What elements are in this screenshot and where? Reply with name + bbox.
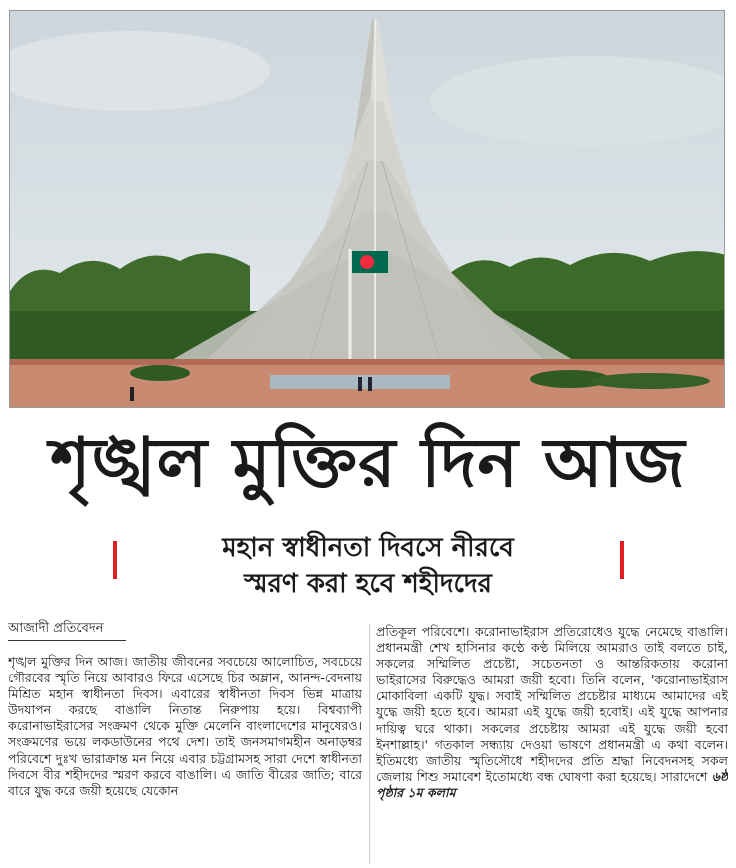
headline: শৃঙ্খল মুক্তির দিন আজ xyxy=(50,424,686,503)
front-page-photo xyxy=(9,10,725,408)
flag-disc xyxy=(360,255,374,269)
article-text-right: প্রতিকূল পরিবেশে। করোনাভাইরাস প্রতিরোধেও যুদ্ধে নেমেছে বাঙালি। প্রধানমন্ত্রী শেখ হাসিনার কণ্ঠে কণ্ঠ মিলিয়ে আমরাও তাই বলতে চাই, সকলের সম্মিলিত প্রচেষ্টা, সচেতনতা ও আন্তরিকতায় করোনা ভাইরাসের বিরুদ্ধেও আমরা জয়ী হবো। তিনি বলেন, 'করোনাভাইরাস মোকাবিলা একটি যুদ্ধ। সবাই সম্মিলিত প্রচেষ্টার মাধ্যমে আমাদের এই যুদ্ধে জয়ী হতে হবে। আমরা এই যুদ্ধে জয়ী হবোই। এই যুদ্ধে আপনার দায়িত্ব ঘরে থাকা। সকলের প্রচেষ্টায় আমরা এই যুদ্ধে জয়ী হবো ইনশাল্লাহ।' গতকাল সন্ধ্যায় দেওয়া ভাষণে প্রধানমন্ত্রী এ কথা বলেন। ইতিমধ্যে জাতীয় স্মৃতিসৌধে শহীদদের প্রতি শ্রদ্ধা নিবেদনসহ সকল জেলায় শিশু সমাবেশ ইতোমধ্যে বন্ধ ঘোষণা করা হয়েছে। সারাদেশে xyxy=(376,624,728,784)
plaza-edge xyxy=(10,359,725,365)
shrub xyxy=(590,373,710,389)
article-column-left xyxy=(8,654,362,866)
subheadline-line-2: স্মরণ করা হবে শহীদদের xyxy=(244,569,492,599)
person xyxy=(358,377,362,391)
article-column-right xyxy=(376,624,728,866)
accent-bar-left xyxy=(113,541,117,579)
column-divider xyxy=(369,624,370,864)
shrub xyxy=(130,365,190,381)
byline: আজাদী প্রতিবেদন xyxy=(8,618,126,641)
person xyxy=(130,387,134,401)
accent-bar-right xyxy=(620,541,624,579)
subheadline-line-1: মহান স্বাধীনতা দিবসে নীরবে xyxy=(222,533,514,563)
person xyxy=(368,377,372,391)
article-paragraph-right xyxy=(376,624,728,801)
article-paragraph-left: শৃঙ্খল মুক্তির দিন আজ। জাতীয় জীবনের সবচেয়ে আলোচিত, সবচেয়ে গৌরবের স্মৃতি নিয়ে আবারও ফিরে এসেছে চির অম্লান, আনন্দ-বেদনায় মিশ্রিত মহান স্বাধীনতা দিবস। এবারের স্বাধীনতা দিবস ভিন্ন মাত্রায় উদযাপন করছে বাঙালি নিতান্ত নিরুপায় হয়ে। বিশ্বব্যাপী করোনাভাইরাসের সংক্রমণ থেকে মুক্তি মেলেনি বাংলাদেশের মানুষেরও। সংক্রমণের ভয়ে লকডাউনের পথে দেশ। তাই জনসমাগমহীন অনাড়ম্বর পরিবেশে দুঃখ ভারাক্রান্ত মন নিয়ে এবার চট্টগ্রামসহ সারা দেশে স্বাধীনতা দিবসে বীর শহীদদের স্মরণ করবে বাঙালি। এ জাতি বীরের জাতি; বারে বারে যুদ্ধ করে জয়ী হয়েছে যেকোন xyxy=(8,654,362,798)
subheadline xyxy=(130,530,606,602)
memorial-illustration xyxy=(10,11,725,408)
continued-on-link[interactable]: ৬ষ্ঠ পৃষ্ঠার ১ম কলাম xyxy=(376,768,728,800)
